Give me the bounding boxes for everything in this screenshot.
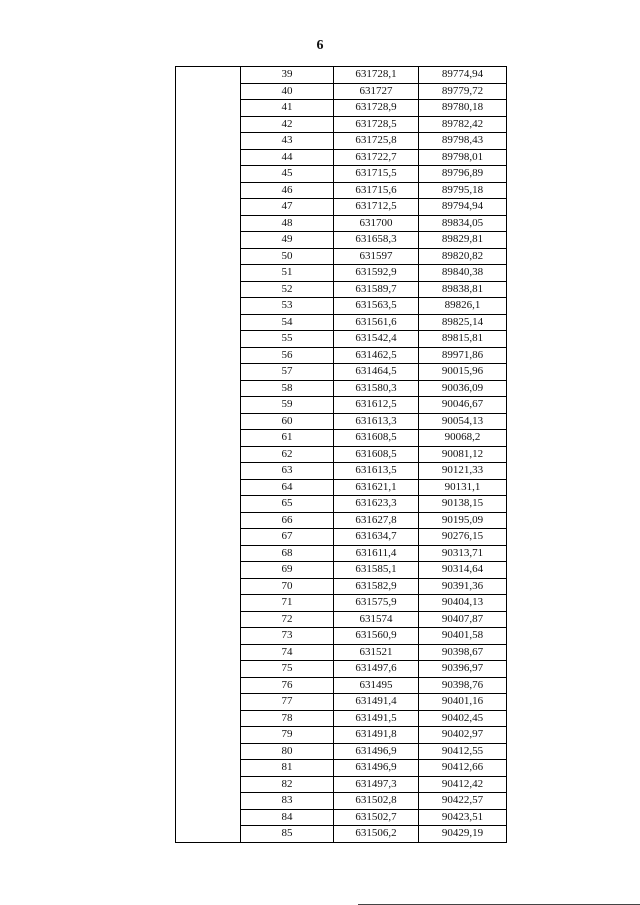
point-number-cell: 74: [241, 644, 334, 661]
x-coordinate-cell: 631613,3: [334, 413, 419, 430]
point-number-cell: 78: [241, 710, 334, 727]
x-coordinate-cell: 631728,9: [334, 100, 419, 117]
x-coordinate-cell: 631560,9: [334, 628, 419, 645]
x-coordinate-cell: 631715,6: [334, 182, 419, 199]
y-coordinate-cell: 90195,09: [419, 512, 507, 529]
y-coordinate-cell: 89794,94: [419, 199, 507, 216]
y-coordinate-cell: 90314,64: [419, 562, 507, 579]
point-number-cell: 55: [241, 331, 334, 348]
x-coordinate-cell: 631542,4: [334, 331, 419, 348]
point-number-cell: 65: [241, 496, 334, 513]
x-coordinate-cell: 631700: [334, 215, 419, 232]
point-number-cell: 56: [241, 347, 334, 364]
point-number-cell: 82: [241, 776, 334, 793]
x-coordinate-cell: 631563,5: [334, 298, 419, 315]
y-coordinate-cell: 90402,97: [419, 727, 507, 744]
y-coordinate-cell: 90015,96: [419, 364, 507, 381]
empty-section-cell: [176, 67, 241, 843]
x-coordinate-cell: 631496,9: [334, 743, 419, 760]
x-coordinate-cell: 631592,9: [334, 265, 419, 282]
y-coordinate-cell: 89796,89: [419, 166, 507, 183]
y-coordinate-cell: 90398,67: [419, 644, 507, 661]
x-coordinate-cell: 631582,9: [334, 578, 419, 595]
y-coordinate-cell: 89815,81: [419, 331, 507, 348]
page-number: 6: [316, 38, 324, 53]
point-number-cell: 64: [241, 479, 334, 496]
x-coordinate-cell: 631612,5: [334, 397, 419, 414]
point-number-cell: 60: [241, 413, 334, 430]
y-coordinate-cell: 90398,76: [419, 677, 507, 694]
point-number-cell: 46: [241, 182, 334, 199]
point-number-cell: 39: [241, 67, 334, 84]
y-coordinate-cell: 89779,72: [419, 83, 507, 100]
y-coordinate-cell: 89780,18: [419, 100, 507, 117]
point-number-cell: 66: [241, 512, 334, 529]
point-number-cell: 48: [241, 215, 334, 232]
y-coordinate-cell: 90429,19: [419, 826, 507, 843]
point-number-cell: 75: [241, 661, 334, 678]
x-coordinate-cell: 631722,7: [334, 149, 419, 166]
y-coordinate-cell: 89840,38: [419, 265, 507, 282]
x-coordinate-cell: 631597: [334, 248, 419, 265]
x-coordinate-cell: 631728,5: [334, 116, 419, 133]
x-coordinate-cell: 631561,6: [334, 314, 419, 331]
x-coordinate-cell: 631580,3: [334, 380, 419, 397]
x-coordinate-cell: 631495: [334, 677, 419, 694]
point-number-cell: 52: [241, 281, 334, 298]
point-number-cell: 42: [241, 116, 334, 133]
y-coordinate-cell: 90412,42: [419, 776, 507, 793]
point-number-cell: 72: [241, 611, 334, 628]
y-coordinate-cell: 89820,82: [419, 248, 507, 265]
x-coordinate-cell: 631491,4: [334, 694, 419, 711]
point-number-cell: 40: [241, 83, 334, 100]
point-number-cell: 76: [241, 677, 334, 694]
x-coordinate-cell: 631462,5: [334, 347, 419, 364]
x-coordinate-cell: 631502,7: [334, 809, 419, 826]
y-coordinate-cell: 90412,66: [419, 760, 507, 777]
x-coordinate-cell: 631574: [334, 611, 419, 628]
x-coordinate-cell: 631491,8: [334, 727, 419, 744]
x-coordinate-cell: 631491,5: [334, 710, 419, 727]
y-coordinate-cell: 90138,15: [419, 496, 507, 513]
x-coordinate-cell: 631497,3: [334, 776, 419, 793]
x-coordinate-cell: 631611,4: [334, 545, 419, 562]
y-coordinate-cell: 90391,36: [419, 578, 507, 595]
y-coordinate-cell: 89798,43: [419, 133, 507, 150]
x-coordinate-cell: 631608,5: [334, 446, 419, 463]
point-number-cell: 73: [241, 628, 334, 645]
x-coordinate-cell: 631497,6: [334, 661, 419, 678]
point-number-cell: 59: [241, 397, 334, 414]
y-coordinate-cell: 90068,2: [419, 430, 507, 447]
x-coordinate-cell: 631502,8: [334, 793, 419, 810]
x-coordinate-cell: 631521: [334, 644, 419, 661]
y-coordinate-cell: 90081,12: [419, 446, 507, 463]
table-row: [176, 67, 507, 84]
point-number-cell: 45: [241, 166, 334, 183]
y-coordinate-cell: 90036,09: [419, 380, 507, 397]
y-coordinate-cell: 90396,97: [419, 661, 507, 678]
x-coordinate-cell: 631712,5: [334, 199, 419, 216]
point-number-cell: 44: [241, 149, 334, 166]
point-number-cell: 81: [241, 760, 334, 777]
x-coordinate-cell: 631627,8: [334, 512, 419, 529]
y-coordinate-cell: 90121,33: [419, 463, 507, 480]
point-number-cell: 68: [241, 545, 334, 562]
point-number-cell: 53: [241, 298, 334, 315]
point-number-cell: 63: [241, 463, 334, 480]
point-number-cell: 80: [241, 743, 334, 760]
point-number-cell: 51: [241, 265, 334, 282]
y-coordinate-cell: 89798,01: [419, 149, 507, 166]
y-coordinate-cell: 90412,55: [419, 743, 507, 760]
y-coordinate-cell: 90276,15: [419, 529, 507, 546]
point-number-cell: 85: [241, 826, 334, 843]
y-coordinate-cell: 89834,05: [419, 215, 507, 232]
point-number-cell: 61: [241, 430, 334, 447]
x-coordinate-cell: 631464,5: [334, 364, 419, 381]
y-coordinate-cell: 89825,14: [419, 314, 507, 331]
point-number-cell: 69: [241, 562, 334, 579]
point-number-cell: 43: [241, 133, 334, 150]
coordinates-table: [175, 66, 507, 843]
x-coordinate-cell: 631715,5: [334, 166, 419, 183]
point-number-cell: 54: [241, 314, 334, 331]
x-coordinate-cell: 631727: [334, 83, 419, 100]
x-coordinate-cell: 631658,3: [334, 232, 419, 249]
y-coordinate-cell: 89826,1: [419, 298, 507, 315]
y-coordinate-cell: 90402,45: [419, 710, 507, 727]
y-coordinate-cell: 90401,58: [419, 628, 507, 645]
coordinates-table-body: [176, 67, 507, 843]
y-coordinate-cell: 89782,42: [419, 116, 507, 133]
x-coordinate-cell: 631608,5: [334, 430, 419, 447]
point-number-cell: 50: [241, 248, 334, 265]
y-coordinate-cell: 90423,51: [419, 809, 507, 826]
y-coordinate-cell: 90401,16: [419, 694, 507, 711]
y-coordinate-cell: 89795,18: [419, 182, 507, 199]
point-number-cell: 70: [241, 578, 334, 595]
y-coordinate-cell: 90407,87: [419, 611, 507, 628]
y-coordinate-cell: 89829,81: [419, 232, 507, 249]
x-coordinate-cell: 631506,2: [334, 826, 419, 843]
x-coordinate-cell: 631585,1: [334, 562, 419, 579]
y-coordinate-cell: 90422,57: [419, 793, 507, 810]
y-coordinate-cell: 90313,71: [419, 545, 507, 562]
x-coordinate-cell: 631621,1: [334, 479, 419, 496]
point-number-cell: 62: [241, 446, 334, 463]
y-coordinate-cell: 89774,94: [419, 67, 507, 84]
point-number-cell: 57: [241, 364, 334, 381]
point-number-cell: 47: [241, 199, 334, 216]
y-coordinate-cell: 90046,67: [419, 397, 507, 414]
x-coordinate-cell: 631623,3: [334, 496, 419, 513]
y-coordinate-cell: 90054,13: [419, 413, 507, 430]
y-coordinate-cell: 89838,81: [419, 281, 507, 298]
point-number-cell: 83: [241, 793, 334, 810]
x-coordinate-cell: 631728,1: [334, 67, 419, 84]
point-number-cell: 79: [241, 727, 334, 744]
point-number-cell: 49: [241, 232, 334, 249]
point-number-cell: 58: [241, 380, 334, 397]
point-number-cell: 77: [241, 694, 334, 711]
x-coordinate-cell: 631496,9: [334, 760, 419, 777]
point-number-cell: 41: [241, 100, 334, 117]
y-coordinate-cell: 89971,86: [419, 347, 507, 364]
y-coordinate-cell: 90404,13: [419, 595, 507, 612]
point-number-cell: 67: [241, 529, 334, 546]
x-coordinate-cell: 631634,7: [334, 529, 419, 546]
point-number-cell: 71: [241, 595, 334, 612]
point-number-cell: 84: [241, 809, 334, 826]
x-coordinate-cell: 631589,7: [334, 281, 419, 298]
x-coordinate-cell: 631613,5: [334, 463, 419, 480]
x-coordinate-cell: 631725,8: [334, 133, 419, 150]
y-coordinate-cell: 90131,1: [419, 479, 507, 496]
x-coordinate-cell: 631575,9: [334, 595, 419, 612]
